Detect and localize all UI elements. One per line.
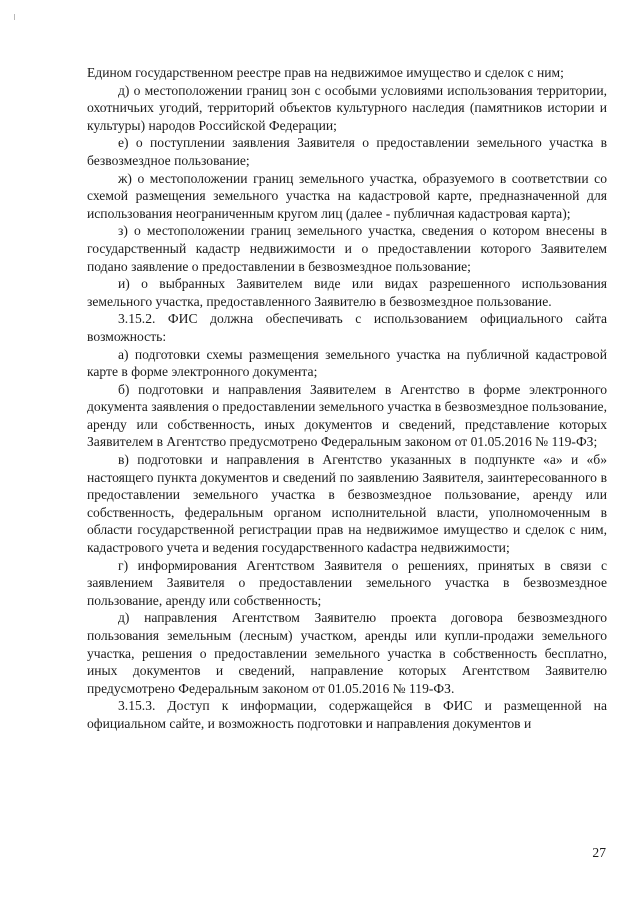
paragraph-section-3-15-2: 3.15.2. ФИС должна обеспечивать с использованием официального сайта возможность: xyxy=(87,311,607,344)
paragraph-item-d2: д) направления Агентством Заявителю проекта договора безвозмездного пользования земельным (лесным) участком, аренды или купли-продажи земельного участка, решения о предоставлении земельного участка в собственность бесплатно, иных документов и сведений, направление которых Агентством Заявителю предусмотрено Федеральным законом от 01.05.2016 № 119-ФЗ. xyxy=(87,610,607,696)
page-number: 27 xyxy=(592,845,606,860)
paragraph-item-z: з) о местоположении границ земельного участка, сведения о котором внесены в государственный кадастр недвижимости и о предоставлении которого Заявителем подано заявление о предоставлении в безвозмездное пользование; xyxy=(87,223,607,274)
scan-artifact xyxy=(14,14,15,20)
paragraph-section-3-15-3: 3.15.3. Доступ к информации, содержащейся в ФИС и размещенной на официальном сайте, и возможность подготовки и направления документов и xyxy=(87,698,607,731)
paragraph-item-i: и) о выбранных Заявителем виде или видах разрешенного использования земельного участка, предоставленного Заявителю в безвозмездное пользование. xyxy=(87,276,607,309)
paragraph-item-a: а) подготовки схемы размещения земельного участка на публичной кадастровой карте в форме электронного документа; xyxy=(87,346,607,380)
paragraph-item-v: в) подготовки и направления в Агентство указанных в подпункте «а» и «б» настоящего пункта документов и сведений по заявлению Заявителя, заинтересованного в предоставлении земельного участка в безвозмездное пользование, аренду или собственность, федеральным органом исполнительной власти, уполномоченным в области государственной регистрации прав на недвижимое имущество и сделок с ним, кадастрового учета и ведения государственного каdастра недвижимости; xyxy=(87,452,607,556)
paragraph-item-zh: ж) о местоположении границ земельного участка, образуемого в соответствии со схемой размещения земельного участка на кадастровой карте, предназначенной для использования неограниченным кругом лиц (далее - публичная кадастровая карта); xyxy=(87,170,607,221)
paragraph-item-d: д) о местоположении границ зон с особыми условиями использования территории, охотничьих угодий, территорий объектов культурного наследия (памятников истории и культуры) народов Российской Федерации; xyxy=(87,82,607,133)
paragraph-item-g: г) информирования Агентством Заявителя о решениях, принятых в связи с заявлением Заявителя о предоставлении земельного участка в безвозмездное пользование, аренду или собственность; xyxy=(87,557,607,608)
paragraph-item-b: б) подготовки и направления Заявителем в Агентство в форме электронного документа заявления о предоставлении земельного участка в безвозмездное пользование, аренду или собственность, иных документов и сведений, представление которых Заявителем в Агентство предусмотрено Федеральным законом от 01.05.2016 № 119-ФЗ; xyxy=(87,381,607,450)
document-body xyxy=(87,64,607,733)
paragraph-item-e: е) о поступлении заявления Заявителя о предоставлении земельного участка в безвозмездное пользование; xyxy=(87,135,607,168)
paragraph-continuation: Едином государственном реестре прав на недвижимое имущество и сделок с ним; xyxy=(87,65,564,80)
